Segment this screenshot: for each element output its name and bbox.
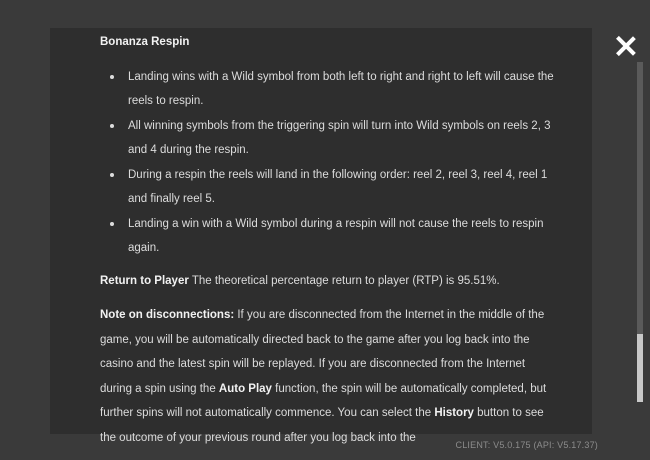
- disconnection-text: button to see the outcome of your previous round after you log back into the: [100, 407, 544, 444]
- rtp-text: The theoretical percentage return to player (RTP) is 95.51%.: [188, 274, 500, 287]
- disconnection-text: function, the spin will be automatically completed, but further spins will not automatically commence. You can select the: [100, 382, 547, 419]
- rtp-paragraph: [100, 269, 560, 294]
- version-label: CLIENT: V5.0.175 (API: V5.17.37): [455, 440, 598, 450]
- section-heading: Bonanza Respin: [100, 36, 190, 48]
- list-item: All winning symbols from the triggering spin will turn into Wild symbols on reels 2, 3 and 4 during the respin.: [128, 114, 560, 163]
- auto-play-term: Auto Play: [218, 382, 272, 395]
- scrollbar-thumb[interactable]: [637, 334, 643, 402]
- list-item: Landing a win with a Wild symbol during a respin will not cause the reels to respin again.: [128, 212, 560, 261]
- close-icon[interactable]: [613, 33, 639, 59]
- list-item: Landing wins with a Wild symbol from both left to right and right to left will cause the reels to respin.: [128, 65, 560, 114]
- disconnection-label: Note on disconnections:: [100, 309, 235, 321]
- history-term: History: [434, 407, 474, 419]
- scrollbar[interactable]: [637, 62, 643, 402]
- rules-content: [100, 30, 560, 460]
- rtp-label: Return to Player: [100, 274, 189, 287]
- disconnection-paragraph: [100, 303, 560, 450]
- list-item: During a respin the reels will land in the following order: reel 2, reel 3, reel 4, reel 1 and finally reel 5.: [128, 163, 560, 212]
- paytable-panel: [50, 28, 592, 444]
- disconnection-text: If you are disconnected from the Internet in the middle of the game, you will be automatically directed back to the game after you log back into the casino and the latest spin will be replayed. If you are disconnected from the Internet during a spin using the: [100, 309, 545, 395]
- respin-rules-list: [100, 65, 560, 261]
